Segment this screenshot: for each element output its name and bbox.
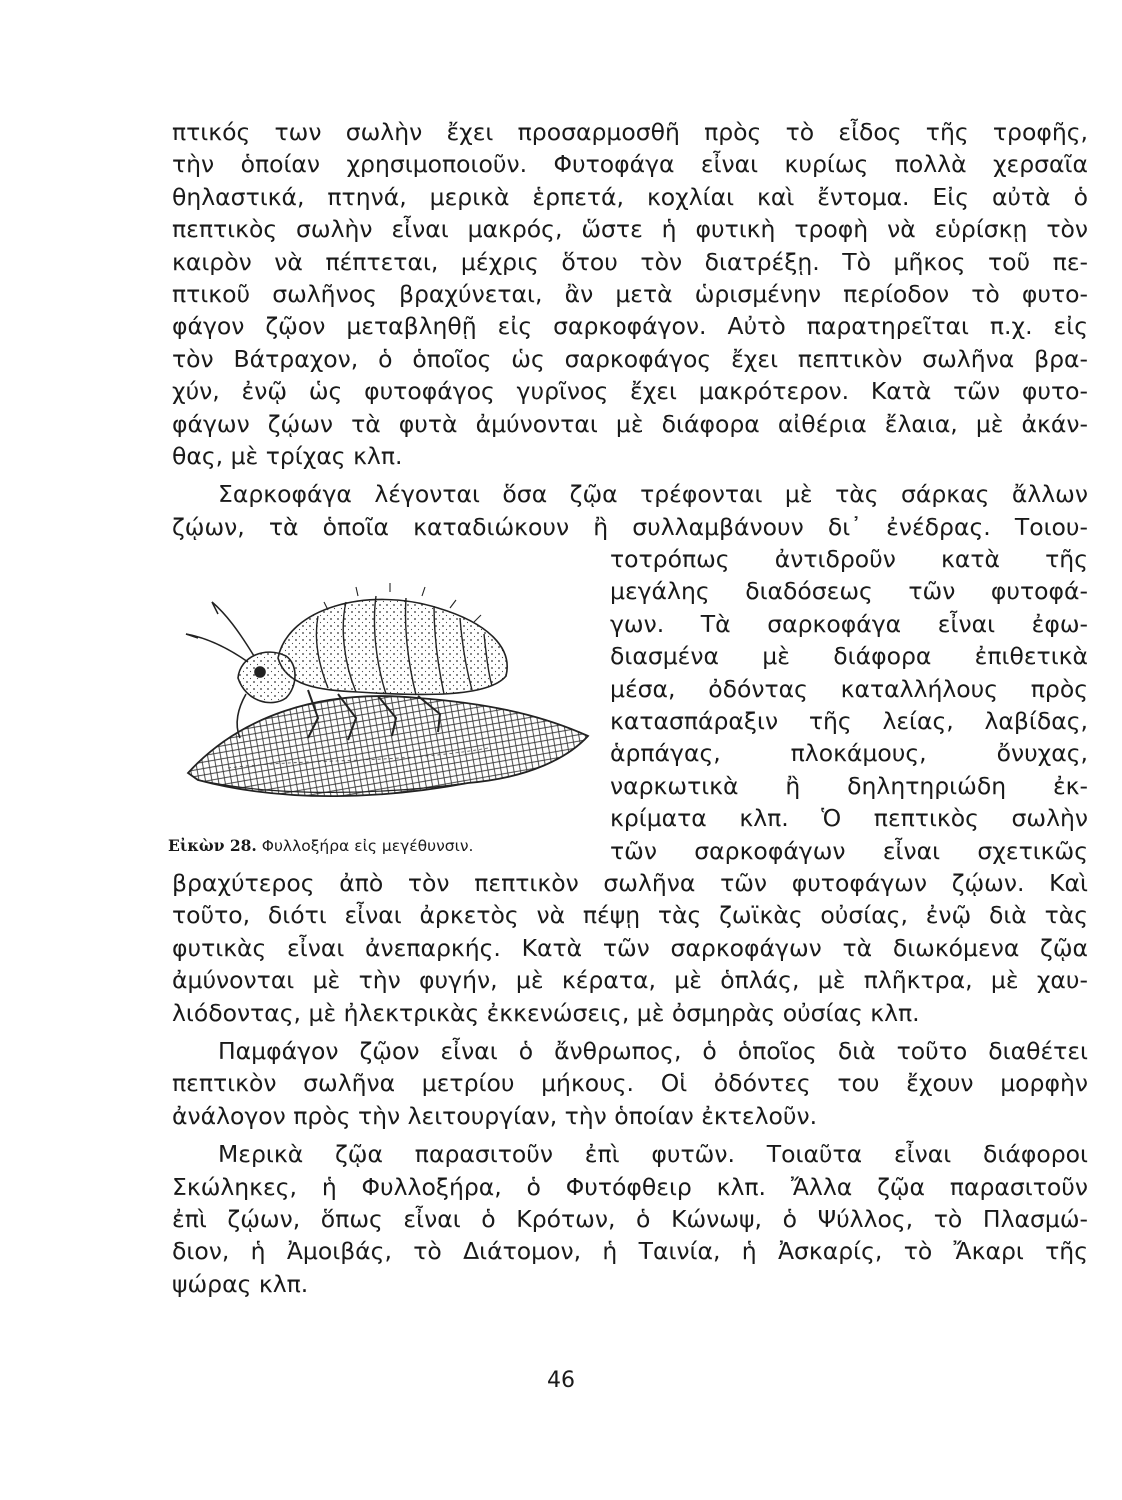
page-number: 46	[547, 1368, 575, 1393]
text-line: τοτρόπως ἀντιδροῦν κατὰ τῆς	[610, 545, 1088, 574]
text-line: πτικοῦ σωλῆνος βραχύνεται, ἂν μετὰ ὡρισμένην περίοδον τὸ φυτο-	[172, 279, 1088, 308]
text-line: Παμφάγον ζῷον εἶναι ὁ ἄνθρωπος, ὁ ὁποῖος διὰ τοῦτο διαθέτει	[218, 1036, 1088, 1065]
text-line: θας, μὲ τρίχας κλπ.	[172, 441, 403, 470]
text-line: ἐπὶ ζῴων, ὅπως εἶναι ὁ Κρότων, ὁ Κώνωψ, ὁ Ψύλλος, τὸ Πλασμώ-	[172, 1204, 1088, 1233]
figure-phylloxera	[168, 568, 598, 888]
text-line: πεπτικὸς σωλὴν εἶναι μακρός, ὥστε ἡ φυτικὴ τροφὴ νὰ εὑρίσκῃ τὸν	[172, 215, 1088, 244]
text-line: ναρκωτικὰ ἢ δηλητηριώδη ἐκ-	[610, 771, 1088, 800]
text-line: Μερικὰ ζῷα παρασιτοῦν ἐπὶ φυτῶν. Τοιαῦτα εἶναι διάφοροι	[218, 1140, 1088, 1169]
text-line: τὸν Βάτραχον, ὁ ὁποῖος ὡς σαρκοφάγος ἔχει πεπτικὸν σωλῆνα βρα-	[172, 344, 1088, 373]
text-line: πεπτικὸν σωλῆνα μετρίου μήκους. Οἱ ὀδόντες του ἔχουν μορφὴν	[172, 1069, 1088, 1098]
paragraph	[172, 1138, 1088, 1300]
text-line: κρίματα κλπ. Ὁ πεπτικὸς σωλὴν	[610, 804, 1088, 833]
text-line: τὴν ὁποίαν χρησιμοποιοῦν. Φυτοφάγα εἶναι κυρίως πολλὰ χερσαῖα	[172, 150, 1088, 179]
insect-body	[278, 599, 507, 694]
paragraph	[172, 867, 1088, 1029]
text-line: μεγάλης διαδόσεως τῶν φυτοφά-	[610, 577, 1088, 606]
text-line: διον, ἡ Ἀμοιβάς, τὸ Διάτομον, ἡ Ταινία, ἡ Ἀσκαρίς, τὸ Ἄκαρι τῆς	[172, 1237, 1088, 1266]
text-line: ἀνάλογον πρὸς τὴν λειτουργίαν, τὴν ὁποίαν ἐκτελοῦν.	[172, 1101, 818, 1130]
text-line: φυτικὰς εἶναι ἀνεπαρκής. Κατὰ τῶν σαρκοφάγων τὰ διωκόμενα ζῷα	[172, 933, 1088, 962]
paragraph	[172, 116, 1088, 472]
text-line: κατασπάραξιν τῆς λείας, λαβίδας,	[610, 707, 1088, 736]
text-line: λιόδοντας, μὲ ἠλεκτρικὰς ἐκκενώσεις, μὲ ὀσμηρὰς οὐσίας κλπ.	[172, 998, 920, 1027]
figure-caption-text: Φυλλοξήρα εἰς μεγέθυνσιν.	[261, 837, 474, 855]
text-line: βραχύτερος ἀπὸ τὸν πεπτικὸν σωλῆνα τῶν φυτοφάγων ζῴων. Καὶ	[172, 868, 1088, 897]
text-line: ζῴων, τὰ ὁποῖα καταδιώκουν ἢ συλλαμβάνουν δι᾽ ἐνέδρας. Τοιου-	[172, 512, 1088, 541]
paragraph	[172, 478, 1088, 543]
text-line: τοῦτο, διότι εἶναι ἀρκετὸς νὰ πέψῃ τὰς ζωϊκὰς οὐσίας, ἐνῷ διὰ τὰς	[172, 901, 1088, 930]
text-line: χύν, ἐνῷ ὡς φυτοφάγος γυρῖνος ἔχει μακρότερον. Κατὰ τῶν φυτο-	[172, 377, 1088, 406]
text-line: φάγον ζῷον μεταβληθῇ εἰς σαρκοφάγον. Αὐτὸ παρατηρεῖται π.χ. εἰς	[172, 312, 1088, 341]
paragraph	[172, 1035, 1088, 1132]
text-line: τῶν σαρκοφάγων εἶναι σχετικῶς	[610, 836, 1088, 865]
text-line: ψώρας κλπ.	[172, 1269, 309, 1298]
text-line: ἁρπάγας, πλοκάμους, ὄνυχας,	[610, 739, 1088, 768]
text-line: Σαρκοφάγα λέγονται ὅσα ζῷα τρέφονται μὲ τὰς σάρκας ἄλλων	[218, 480, 1088, 509]
text-line: φάγων ζῴων τὰ φυτὰ ἀμύνονται μὲ διάφορα αἰθέρια ἔλαια, μὲ ἀκάν-	[172, 409, 1088, 438]
text-line: πτικός των σωλὴν ἔχει προσαρμοσθῆ πρὸς τὸ εἶδος τῆς τροφῆς,	[172, 118, 1088, 146]
text-line: μέσα, ὀδόντας καταλλήλους πρὸς	[610, 674, 1088, 703]
text-line: ἀμύνονται μὲ τὴν φυγήν, μὲ κέρατα, μὲ ὁπλάς, μὲ πλῆκτρα, μὲ χαυ-	[172, 966, 1088, 995]
text-line: καιρὸν νὰ πέπτεται, μέχρις ὅτου τὸν διατρέξῃ. Τὸ μῆκος τοῦ πε-	[172, 247, 1088, 276]
figure-label: Εἰκὼν 28.	[168, 836, 257, 855]
phylloxera-illustration	[168, 568, 598, 828]
text-line: γων. Τὰ σαρκοφάγα εἶναι ἐφω-	[610, 609, 1088, 638]
leaf-surface	[188, 696, 588, 796]
text-line: Σκώληκες, ἡ Φυλλοξήρα, ὁ Φυτόφθειρ κλπ. Ἄλλα ζῷα παρασιτοῦν	[172, 1172, 1088, 1201]
text-line: θηλαστικά, πτηνά, μερικὰ ἑρπετά, κοχλίαι καὶ ἔντομα. Εἰς αὐτὰ ὁ	[172, 182, 1088, 211]
text-line: διασμένα μὲ διάφορα ἐπιθετικὰ	[610, 642, 1088, 671]
figure-caption	[168, 836, 598, 855]
